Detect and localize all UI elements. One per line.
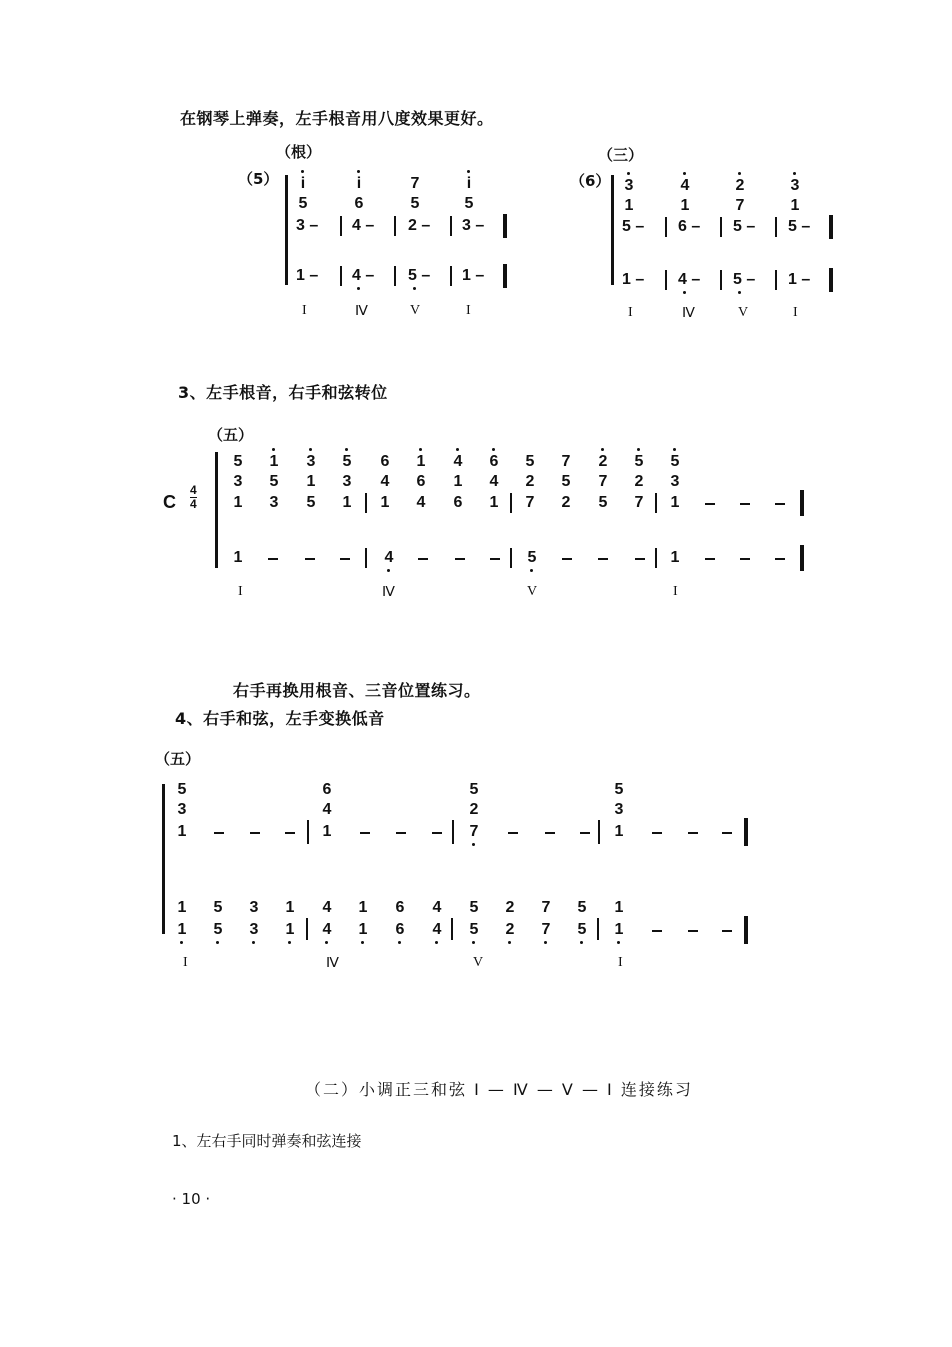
barline [307,820,309,844]
dash [562,558,572,560]
note: 5 – [788,218,811,235]
bass-note: 2 [505,899,515,916]
note: 1 [342,494,352,511]
bass-note: 1 – [296,267,319,284]
note: 3 [177,801,187,818]
barline [510,548,512,568]
bass-note: 1 [177,899,187,916]
note: 5 [668,454,682,470]
note-line: 右手再换用根音、三音位置练习。 [233,681,481,700]
note: 2 [634,473,644,490]
bass-note: 5 [213,899,223,916]
barline [510,493,512,513]
bass-note: 1 [285,899,295,916]
note: 5 [233,453,243,470]
brace [611,175,614,285]
roman-numeral: Ⅳ [382,585,395,600]
barline [597,918,599,940]
roman-numeral: I [183,955,188,970]
note: 7 [525,494,535,511]
bass-note: 2 [503,922,517,938]
barline [450,216,452,236]
dash [688,930,698,932]
barline [340,216,342,236]
bass-note: 4 [320,922,334,938]
note: 5 [306,494,316,511]
roman-numeral: I [238,584,243,599]
note: 6 [453,494,463,511]
barline [452,820,454,844]
page-number: · 10 · [172,1190,211,1208]
note: 2 [561,494,571,511]
note: 5 – [733,218,756,235]
final-barline [829,215,833,239]
time-signature: 4 4 [190,483,197,511]
bass-note: 1 – [622,271,645,288]
note: 1 [177,823,187,840]
intro-text: 在钢琴上弹奏，左手根音用八度效果更好。 [180,109,494,128]
note: i [296,176,310,192]
example-number: （6） [570,172,611,190]
note: 1 [790,197,800,214]
dash [285,832,295,834]
roman-numeral: Ⅳ [355,304,368,319]
position-label: （五） [208,426,254,444]
bass-note: 1 [356,922,370,938]
roman-numeral: I [618,955,623,970]
note: 5 [177,781,187,798]
dash [722,832,732,834]
note: 6 [354,195,364,212]
note: 4 [678,178,692,194]
note: 6 [322,781,332,798]
dash [740,503,750,505]
brace [162,784,165,934]
barline [394,266,396,286]
note: 4 [380,473,390,490]
note: 1 [624,197,634,214]
note: i [352,176,366,192]
barline [306,918,308,940]
dash [432,832,442,834]
bass-note: 5 [525,550,539,566]
barline [775,217,777,237]
barline [365,493,367,513]
barline [598,820,600,844]
note: 6 [380,453,390,470]
barline [450,266,452,286]
example-number: （5） [238,170,279,188]
roman-numeral: I [793,305,798,320]
note: 2 [469,801,479,818]
note: 1 [489,494,499,511]
bass-note: 1 [612,922,626,938]
note: 1 [670,494,680,511]
dash [250,832,260,834]
note: 1 [380,494,390,511]
roman-numeral: Ⅳ [682,306,695,321]
note: 4 [322,801,332,818]
position-label: （五） [155,750,201,768]
bass-note: 5 [211,922,225,938]
note: 3 [788,178,802,194]
final-barline [503,264,507,288]
note: 7 [735,197,745,214]
dash [598,558,608,560]
barline [655,548,657,568]
note: 1 [453,473,463,490]
dash [775,558,785,560]
dash [705,503,715,505]
bass-note: 5 [469,899,479,916]
note: 7 [561,453,571,470]
subsection-title: （二）小调正三和弦 I — Ⅳ — V — I 连接练习 [305,1080,693,1099]
bass-note: 5 [467,922,481,938]
note: 6 [487,454,501,470]
bass-note: 1 [614,899,624,916]
position-label: （三） [598,146,644,164]
barline [720,217,722,237]
roman-numeral: I [302,303,307,318]
section-3-heading: 3、左手根音，右手和弦转位 [178,383,388,402]
dash [722,930,732,932]
note: 2 [525,473,535,490]
note: 7 [410,175,420,192]
note: 1 [306,473,316,490]
note: 7 [467,824,481,840]
final-barline [800,545,804,571]
note: 5 [614,781,624,798]
bass-note: 1 – [462,267,485,284]
bass-note: 1 – [788,271,811,288]
note: 3 [614,801,624,818]
bass-note: 6 [393,922,407,938]
note: 5 [632,454,646,470]
note: 5 [525,453,535,470]
note: 1 [267,454,281,470]
bass-note: 5 – [733,272,773,288]
note: 4 [416,494,426,511]
note: i [462,176,476,192]
note: 5 [269,473,279,490]
dash [635,558,645,560]
bass-note: 1 [233,549,243,566]
final-barline [829,268,833,292]
note: 5 [469,781,479,798]
bass-note: 7 [539,922,553,938]
position-label: （根） [276,143,322,161]
note: 4 [451,454,465,470]
dash [705,558,715,560]
dash [268,558,278,560]
roman-numeral: I [673,584,678,599]
roman-numeral: V [410,303,421,318]
barline [655,493,657,513]
dash [580,832,590,834]
dash [490,558,500,560]
note: 3 – [296,217,319,234]
note: 4 [489,473,499,490]
bass-note: 4 [430,922,444,938]
bass-note: 4 – [352,268,392,284]
bass-note: 5 – [408,268,448,284]
bass-note: 7 [541,899,551,916]
dash [305,558,315,560]
bass-note: 1 [175,922,189,938]
final-barline [503,214,507,238]
note: 5 [410,195,420,212]
bass-note: 6 [395,899,405,916]
note: 1 [322,823,332,840]
note: 3 [269,494,279,511]
note: 3 [622,178,636,194]
dash [360,832,370,834]
bass-note: 4 – [678,272,718,288]
bass-note: 4 [432,899,442,916]
note: 5 [598,494,608,511]
roman-numeral: V [527,584,538,599]
note: 5 [561,473,571,490]
dash [652,930,662,932]
note: 1 [680,197,690,214]
note: 4 – [352,217,375,234]
note: 1 [414,454,428,470]
barline [394,216,396,236]
bass-note: 5 [577,899,587,916]
dash [652,832,662,834]
note: 6 – [678,218,701,235]
brace [215,452,218,568]
dash [396,832,406,834]
bass-note: 3 [247,922,261,938]
barline [665,270,667,290]
note: 3 [670,473,680,490]
dash [455,558,465,560]
roman-numeral: I [628,305,633,320]
bass-note: 3 [249,899,259,916]
barline [340,266,342,286]
bass-note: 4 [382,550,396,566]
note: 5 [298,195,308,212]
note: 7 [598,473,608,490]
dash [214,832,224,834]
roman-numeral: V [738,305,749,320]
dash [545,832,555,834]
dash [508,832,518,834]
note: 5 – [622,218,645,235]
brace [285,175,288,285]
roman-numeral: V [473,955,484,970]
note: 2 – [408,217,431,234]
section-4-heading: 4、右手和弦，左手变换低音 [175,709,385,728]
note: 5 [464,195,474,212]
key-signature: C [163,492,176,512]
barline [365,548,367,568]
bass-note: 1 [358,899,368,916]
final-barline [800,490,804,516]
final-barline [744,916,748,944]
note: 3 [342,473,352,490]
note: 3 [233,473,243,490]
final-barline [744,818,748,846]
dash [340,558,350,560]
barline [665,217,667,237]
bass-note: 4 [322,899,332,916]
barline [720,270,722,290]
bass-note: 1 [670,549,680,566]
note: 7 [634,494,644,511]
dash [740,558,750,560]
bass-note: 5 [575,922,589,938]
barline [775,270,777,290]
dash [418,558,428,560]
roman-numeral: I [466,303,471,318]
note: 1 [614,823,624,840]
item-1-heading: 1、左右手同时弹奏和弦连接 [172,1132,362,1150]
note: 2 [733,178,747,194]
barline [451,918,453,940]
dash [688,832,698,834]
note: 1 [233,494,243,511]
note: 3 – [462,217,485,234]
note: 3 [304,454,318,470]
note: 2 [596,454,610,470]
note: 6 [416,473,426,490]
note: 5 [340,454,354,470]
roman-numeral: Ⅳ [326,956,339,971]
bass-note: 1 [283,922,297,938]
dash [775,503,785,505]
